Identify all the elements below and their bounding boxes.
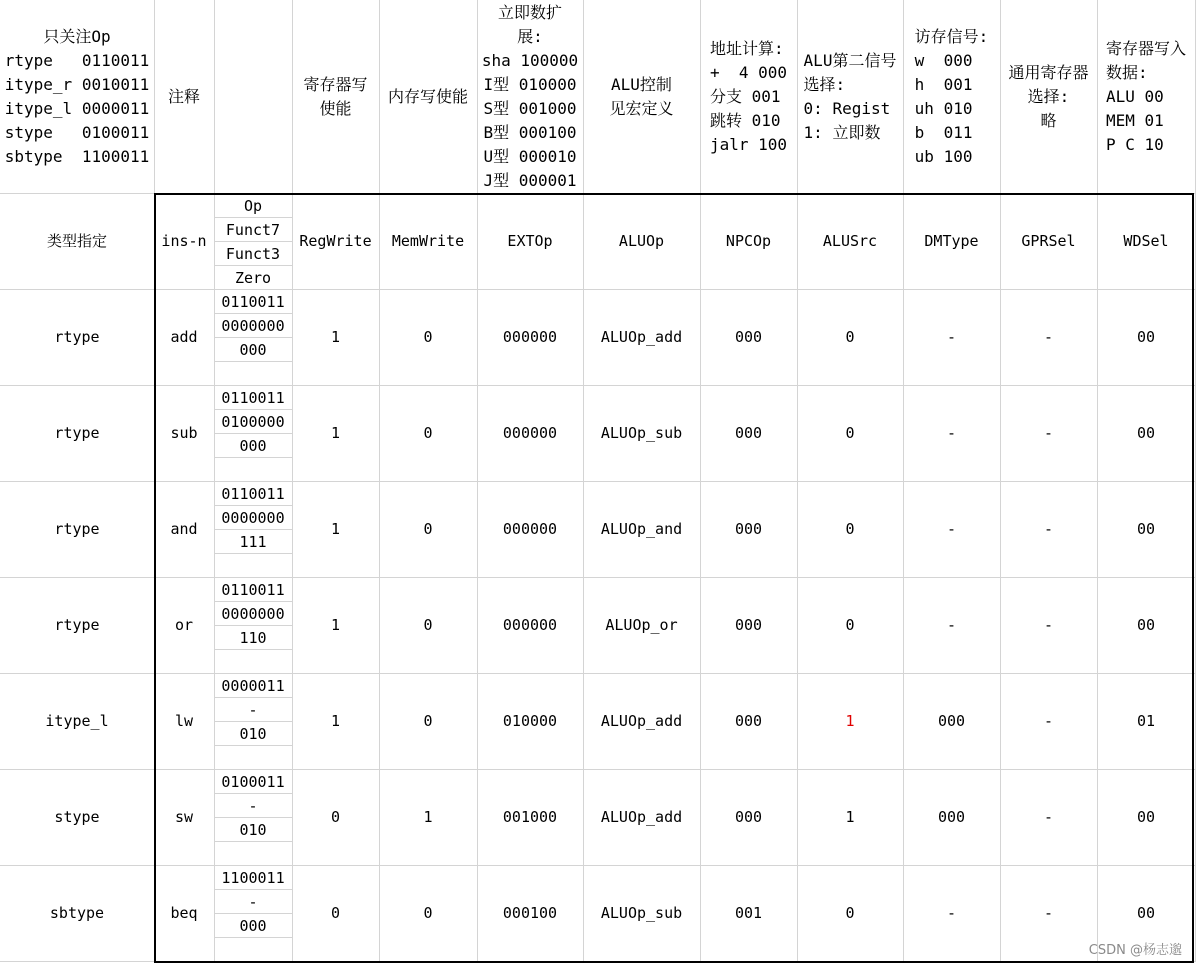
op-note-line: itype_r 0010011	[4, 74, 150, 94]
signal-name-aluop: ALUOp	[618, 232, 665, 250]
extop-header	[477, 0, 584, 194]
value-ins: lw	[174, 712, 194, 730]
value-alusrc: 0	[845, 520, 855, 538]
table-cell-memwrite	[379, 769, 478, 866]
table-cell-type	[0, 673, 155, 770]
table-cell-wdsel	[1097, 673, 1196, 770]
table-cell-dmtype	[903, 577, 1001, 674]
table-cell-ins	[154, 865, 215, 962]
table-cell-type	[0, 289, 155, 386]
gprsel-header	[1000, 0, 1098, 194]
encoding-field-2: 111	[214, 530, 292, 554]
cell-line: P C 10	[1105, 134, 1164, 154]
value-aluop: ALUOp_add	[600, 712, 683, 730]
encoding-cell	[214, 577, 293, 674]
field-name-2: Funct3	[214, 242, 292, 266]
value-regwrite: 1	[330, 424, 341, 442]
field-name-3: Zero	[214, 266, 292, 290]
value-gprsel: -	[1043, 616, 1054, 634]
table-cell-npcop	[700, 577, 798, 674]
value-aluop: ALUOp_or	[605, 616, 678, 634]
table-cell-regwrite	[292, 481, 380, 578]
value-dmtype: 000	[937, 808, 966, 826]
value-type: sbtype	[49, 904, 105, 922]
value-memwrite: 0	[423, 424, 433, 442]
fields-header-blank	[214, 0, 293, 194]
encoding-field-1: 0000000	[214, 602, 292, 626]
value-dmtype: -	[946, 904, 957, 922]
value-gprsel: -	[1043, 328, 1054, 346]
value-type: rtype	[54, 328, 100, 346]
cell-line: 跳转 010	[709, 110, 781, 130]
encoding-field-0: 0110011	[214, 386, 292, 410]
table-cell-dmtype	[903, 769, 1001, 866]
table-cell-memwrite	[379, 673, 478, 770]
table-cell-extop	[477, 385, 584, 482]
value-aluop: ALUOp_add	[600, 328, 683, 346]
encoding-cell	[214, 865, 293, 962]
cell-line: 1: 立即数	[803, 122, 881, 142]
op-note-line: sbtype 1100011	[4, 146, 150, 166]
value-ins: add	[170, 328, 198, 346]
table-cell-alusrc	[797, 289, 904, 386]
cell-line: B型 000100	[483, 122, 577, 142]
value-aluop: ALUOp_sub	[600, 904, 683, 922]
value-dmtype: -	[946, 616, 957, 634]
table-cell-ins	[154, 577, 215, 674]
encoding-field-1: 0000000	[214, 314, 292, 338]
value-type: rtype	[54, 520, 100, 538]
field-name-0: Op	[214, 194, 292, 218]
alusrc-header	[797, 0, 904, 194]
cell-line: 寄存器写入	[1105, 38, 1186, 58]
value-wdsel: 00	[1136, 808, 1156, 826]
encoding-field-1: -	[214, 890, 292, 914]
encoding-field-2: 010	[214, 722, 292, 746]
table-cell-gprsel	[1000, 769, 1098, 866]
value-type: rtype	[54, 424, 100, 442]
signal-name-regwrite: RegWrite	[299, 232, 372, 250]
table-cell-dmtype	[903, 289, 1001, 386]
cell-line: ALU第二信号	[803, 50, 897, 70]
value-memwrite: 0	[423, 712, 433, 730]
table-cell-memwrite	[379, 481, 478, 578]
memwrite-header	[379, 0, 478, 194]
table-cell-memwrite	[379, 385, 478, 482]
table-cell-npcop	[700, 385, 798, 482]
encoding-field-0: 0110011	[214, 290, 292, 314]
cell-line: jalr 100	[709, 134, 788, 154]
signal-name-ins: ins-n	[161, 232, 207, 250]
field-names-cell	[214, 193, 293, 290]
table-cell-alusrc	[797, 481, 904, 578]
table-cell-alusrc	[797, 577, 904, 674]
op-note-header	[0, 0, 155, 194]
value-ins: beq	[170, 904, 198, 922]
table-cell-aluop	[583, 577, 701, 674]
value-npcop: 001	[734, 904, 763, 922]
cell-line: I型 010000	[483, 74, 577, 94]
signal-extop	[477, 193, 584, 290]
value-gprsel: -	[1043, 424, 1054, 442]
table-cell-ins	[154, 481, 215, 578]
table-cell-wdsel	[1097, 385, 1196, 482]
cell-line: 展:	[517, 26, 543, 46]
value-wdsel: 00	[1136, 616, 1156, 634]
table-cell-aluop	[583, 385, 701, 482]
encoding-cell	[214, 769, 293, 866]
table-cell-regwrite	[292, 865, 380, 962]
value-wdsel: 00	[1136, 904, 1156, 922]
encoding-field-2: 110	[214, 626, 292, 650]
value-dmtype: -	[946, 424, 957, 442]
signal-ins	[154, 193, 215, 290]
watermark: CSDN @杨志邈	[1088, 943, 1182, 958]
op-note-title: 只关注Op	[43, 26, 111, 46]
memwrite-header-label: 内存写使能	[387, 86, 468, 106]
cell-line: 寄存器写	[303, 74, 368, 94]
cell-line: J型 000001	[483, 170, 577, 190]
field-name-1: Funct7	[214, 218, 292, 242]
cell-line: h 001	[914, 74, 973, 94]
value-extop: 000000	[502, 616, 558, 634]
encoding-field-3	[214, 458, 292, 482]
table-cell-memwrite	[379, 289, 478, 386]
encoding-field-1: 0100000	[214, 410, 292, 434]
cell-line: 分支 001	[709, 86, 781, 106]
value-alusrc: 0	[845, 616, 855, 634]
table-cell-extop	[477, 577, 584, 674]
cell-line: 选择:	[803, 74, 846, 94]
cell-line: 数据:	[1105, 62, 1148, 82]
value-extop: 001000	[502, 808, 558, 826]
table-cell-memwrite	[379, 865, 478, 962]
table-cell-regwrite	[292, 577, 380, 674]
table-cell-dmtype	[903, 385, 1001, 482]
encoding-field-0: 0000011	[214, 674, 292, 698]
cell-line: U型 000010	[483, 146, 577, 166]
table-cell-regwrite	[292, 673, 380, 770]
regwrite-header	[292, 0, 380, 194]
signal-gprsel	[1000, 193, 1098, 290]
value-memwrite: 1	[423, 808, 433, 826]
cell-line: S型 001000	[483, 98, 577, 118]
table-cell-regwrite	[292, 769, 380, 866]
signal-name-alusrc: ALUSrc	[822, 232, 878, 250]
value-gprsel: -	[1043, 808, 1054, 826]
encoding-field-1: 0000000	[214, 506, 292, 530]
encoding-field-0: 1100011	[214, 866, 292, 890]
encoding-field-0: 0110011	[214, 482, 292, 506]
value-alusrc: 1	[845, 712, 855, 730]
value-aluop: ALUOp_and	[600, 520, 683, 538]
encoding-field-1: -	[214, 794, 292, 818]
cell-line: 0: Regist	[803, 98, 891, 118]
value-wdsel: 00	[1136, 520, 1156, 538]
cell-line: w 000	[914, 50, 973, 70]
encoding-field-3	[214, 650, 292, 674]
value-wdsel: 00	[1136, 328, 1156, 346]
table-cell-extop	[477, 481, 584, 578]
table-cell-regwrite	[292, 289, 380, 386]
signal-regwrite	[292, 193, 380, 290]
encoding-field-3	[214, 938, 292, 962]
value-extop: 000000	[502, 328, 558, 346]
value-type: itype_l	[45, 712, 109, 730]
value-regwrite: 1	[330, 520, 341, 538]
table-cell-aluop	[583, 481, 701, 578]
encoding-cell	[214, 289, 293, 386]
table-cell-dmtype	[903, 673, 1001, 770]
value-npcop: 000	[734, 424, 763, 442]
signal-wdsel	[1097, 193, 1196, 290]
value-gprsel: -	[1043, 520, 1054, 538]
signal-aluop	[583, 193, 701, 290]
table-cell-gprsel	[1000, 481, 1098, 578]
cell-line: uh 010	[914, 98, 973, 118]
table-cell-dmtype	[903, 481, 1001, 578]
op-note-line: stype 0100011	[4, 122, 150, 142]
value-extop: 000000	[502, 520, 558, 538]
cell-line: 使能	[319, 98, 352, 118]
table-cell-gprsel	[1000, 865, 1098, 962]
encoding-field-3	[214, 362, 292, 386]
cell-line: 立即数扩	[497, 2, 562, 22]
encoding-field-0: 0110011	[214, 578, 292, 602]
encoding-cell	[214, 481, 293, 578]
value-npcop: 000	[734, 520, 763, 538]
value-memwrite: 0	[423, 904, 433, 922]
value-regwrite: 1	[330, 328, 341, 346]
op-note-line: itype_l 0000011	[4, 98, 150, 118]
wdsel-header	[1097, 0, 1196, 194]
aluop-header	[583, 0, 701, 194]
signal-type	[0, 193, 155, 290]
value-ins: sub	[170, 424, 198, 442]
encoding-field-3	[214, 554, 292, 578]
table-cell-type	[0, 865, 155, 962]
table-cell-extop	[477, 289, 584, 386]
op-note-line: rtype 0110011	[4, 50, 150, 70]
signal-dmtype	[903, 193, 1001, 290]
table-cell-type	[0, 769, 155, 866]
signal-name-npcop: NPCOp	[725, 232, 772, 250]
table-cell-regwrite	[292, 385, 380, 482]
table-cell-npcop	[700, 865, 798, 962]
encoding-field-3	[214, 746, 292, 770]
cell-line: 选择:	[1027, 86, 1070, 106]
table-cell-extop	[477, 673, 584, 770]
signal-npcop	[700, 193, 798, 290]
table-cell-gprsel	[1000, 289, 1098, 386]
encoding-field-2: 000	[214, 434, 292, 458]
value-wdsel: 00	[1136, 424, 1156, 442]
table-cell-npcop	[700, 769, 798, 866]
signal-name-dmtype: DMType	[924, 232, 979, 250]
encoding-field-2: 000	[214, 914, 292, 938]
signal-name-gprsel: GPRSel	[1021, 232, 1076, 250]
value-dmtype: -	[946, 520, 957, 538]
table-cell-aluop	[583, 865, 701, 962]
table-cell-wdsel	[1097, 289, 1196, 386]
value-alusrc: 0	[845, 904, 855, 922]
value-ins: sw	[174, 808, 194, 826]
value-npcop: 000	[734, 328, 763, 346]
value-memwrite: 0	[423, 520, 433, 538]
value-ins: and	[170, 520, 198, 538]
signal-alusrc	[797, 193, 904, 290]
table-cell-ins	[154, 385, 215, 482]
table-cell-aluop	[583, 769, 701, 866]
table-cell-extop	[477, 865, 584, 962]
cell-line: 见宏定义	[609, 98, 674, 118]
npcop-header	[700, 0, 798, 194]
value-type: stype	[54, 808, 100, 826]
value-regwrite: 0	[330, 904, 341, 922]
table-cell-type	[0, 577, 155, 674]
table-cell-aluop	[583, 673, 701, 770]
cell-line: MEM 01	[1105, 110, 1164, 130]
value-ins: or	[174, 616, 194, 634]
encoding-field-2: 000	[214, 338, 292, 362]
cell-line: 通用寄存器	[1008, 62, 1089, 82]
cell-line: ALU控制	[611, 74, 672, 94]
table-cell-type	[0, 385, 155, 482]
cell-line: 访存信号:	[914, 26, 989, 46]
cell-line: ALU 00	[1105, 86, 1164, 106]
value-regwrite: 1	[330, 616, 341, 634]
comment-header-label: 注释	[167, 86, 200, 106]
table-cell-memwrite	[379, 577, 478, 674]
value-npcop: 000	[734, 712, 763, 730]
table-cell-extop	[477, 769, 584, 866]
comment-header	[154, 0, 215, 194]
value-alusrc: 1	[845, 808, 855, 826]
table-cell-type	[0, 481, 155, 578]
signal-name-memwrite: MemWrite	[391, 232, 465, 250]
table-cell-aluop	[583, 289, 701, 386]
value-alusrc: 0	[845, 424, 855, 442]
encoding-field-0: 0100011	[214, 770, 292, 794]
value-extop: 000100	[502, 904, 558, 922]
dmtype-header	[903, 0, 1001, 194]
value-dmtype: -	[946, 328, 957, 346]
signal-name-extop: EXTOp	[507, 232, 553, 250]
table-cell-ins	[154, 769, 215, 866]
table-cell-npcop	[700, 481, 798, 578]
value-extop: 000000	[502, 424, 558, 442]
cell-line: 略	[1040, 110, 1057, 130]
value-regwrite: 0	[330, 808, 341, 826]
table-cell-ins	[154, 673, 215, 770]
encoding-field-2: 010	[214, 818, 292, 842]
value-memwrite: 0	[423, 616, 433, 634]
value-aluop: ALUOp_sub	[600, 424, 683, 442]
value-gprsel: -	[1043, 904, 1054, 922]
signal-name-type: 类型指定	[46, 232, 107, 250]
table-cell-alusrc	[797, 769, 904, 866]
table-cell-gprsel	[1000, 577, 1098, 674]
signal-memwrite	[379, 193, 478, 290]
value-npcop: 000	[734, 808, 763, 826]
table-cell-gprsel	[1000, 385, 1098, 482]
value-dmtype: 000	[937, 712, 966, 730]
value-npcop: 000	[734, 616, 763, 634]
table-cell-npcop	[700, 673, 798, 770]
value-regwrite: 1	[330, 712, 341, 730]
table-cell-dmtype	[903, 865, 1001, 962]
table-cell-alusrc	[797, 385, 904, 482]
value-extop: 010000	[502, 712, 558, 730]
encoding-cell	[214, 385, 293, 482]
encoding-field-3	[214, 842, 292, 866]
table-cell-wdsel	[1097, 577, 1196, 674]
table-cell-gprsel	[1000, 673, 1098, 770]
cell-line: + 4 000	[709, 62, 788, 82]
value-type: rtype	[54, 616, 100, 634]
cell-line: sha 100000	[481, 50, 579, 70]
table-cell-npcop	[700, 289, 798, 386]
encoding-field-1: -	[214, 698, 292, 722]
cell-line: 地址计算:	[709, 38, 784, 58]
table-cell-wdsel	[1097, 769, 1196, 866]
table-cell-ins	[154, 289, 215, 386]
cell-line: ub 100	[914, 146, 973, 166]
cell-line: b 011	[914, 122, 973, 142]
value-memwrite: 0	[423, 328, 433, 346]
table-cell-alusrc	[797, 673, 904, 770]
value-gprsel: -	[1043, 712, 1054, 730]
table-cell-alusrc	[797, 865, 904, 962]
table-cell-wdsel	[1097, 481, 1196, 578]
signal-name-wdsel: WDSel	[1123, 232, 1169, 250]
value-aluop: ALUOp_add	[600, 808, 683, 826]
value-alusrc: 0	[845, 328, 855, 346]
encoding-cell	[214, 673, 293, 770]
value-wdsel: 01	[1136, 712, 1156, 730]
